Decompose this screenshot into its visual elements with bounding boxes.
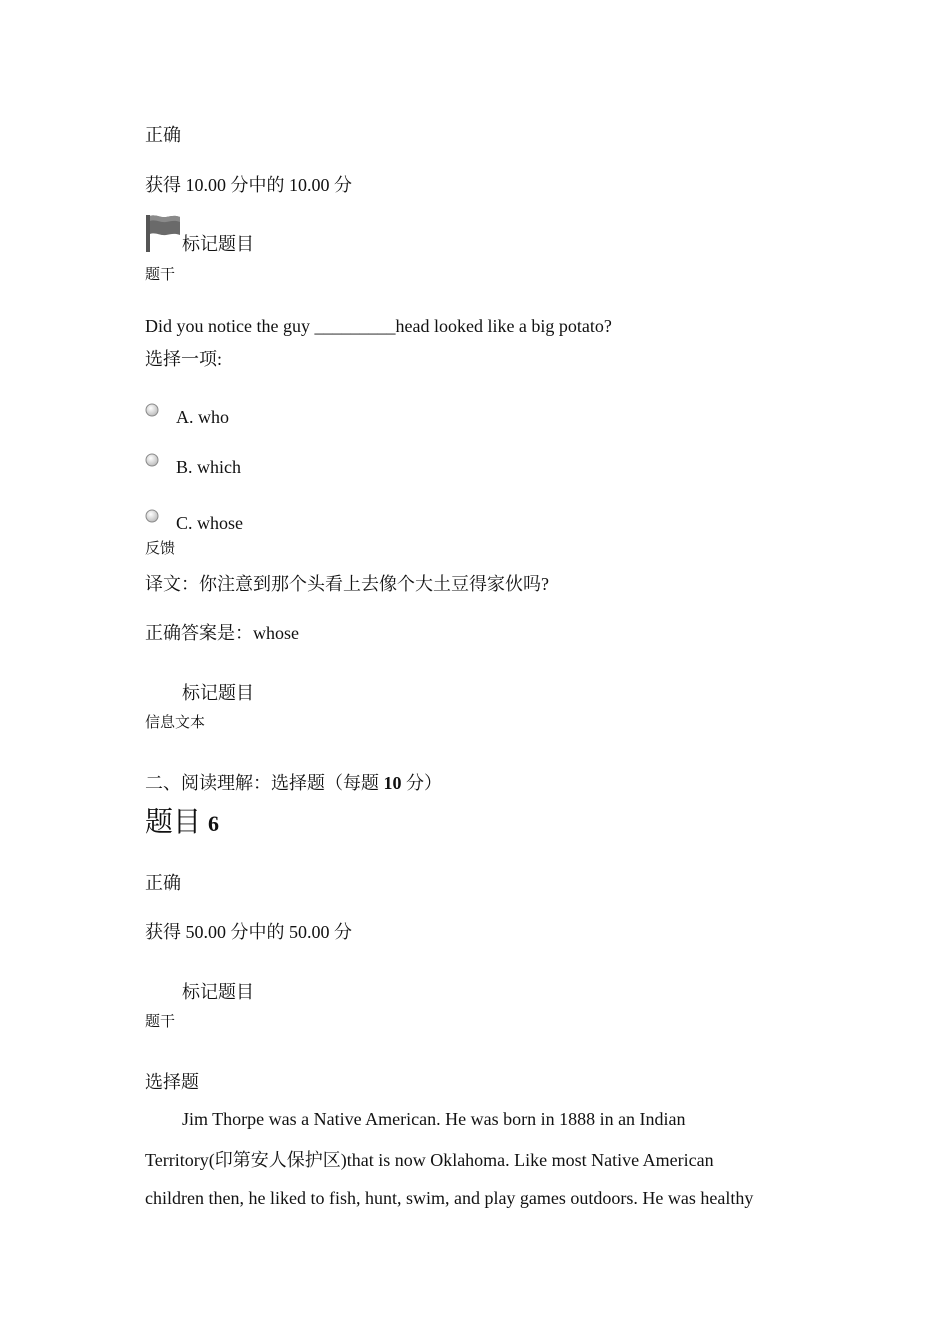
radio-button-c[interactable]: [145, 509, 159, 523]
status-correct-q6: 正确: [145, 873, 181, 893]
passage-line-1: Jim Thorpe was a Native American. He was born in 1888 in an Indian: [182, 1109, 686, 1129]
section-heading: 二、阅读理解：选择题（每题 10 分）: [145, 773, 442, 793]
score-text-q6: 获得 50.00 分中的 50.00 分: [145, 922, 352, 942]
question-text: Did you notice the guy _________head looked like a big potato?: [145, 316, 612, 336]
option-a-label[interactable]: A. who: [176, 407, 229, 427]
question-title: 题目 6: [145, 807, 220, 838]
flag-icon[interactable]: [145, 214, 181, 252]
correct-answer-text: 正确答案是：whose: [145, 623, 299, 643]
flag-question-link-info[interactable]: 标记题目: [182, 683, 254, 703]
feedback-label: 反馈: [145, 541, 176, 557]
stem-label: 题干: [145, 267, 176, 283]
radio-button-b[interactable]: [145, 453, 159, 467]
translation-text: 译文：你注意到那个头看上去像个大土豆得家伙吗?: [145, 574, 549, 594]
passage-line-3: children then, he liked to fish, hunt, swim, and play games outdoors. He was healthy: [145, 1188, 754, 1208]
stem-label-q6: 题干: [145, 1014, 176, 1030]
status-correct: 正确: [145, 125, 181, 145]
question-type-label: 选择题: [145, 1072, 199, 1092]
score-text: 获得 10.00 分中的 10.00 分: [145, 175, 352, 195]
info-text-label: 信息文本: [145, 715, 206, 731]
flag-question-link-q6[interactable]: 标记题目: [182, 982, 254, 1002]
flag-question-link[interactable]: 标记题目: [182, 234, 254, 254]
radio-button-a[interactable]: [145, 403, 159, 417]
option-c-label[interactable]: C. whose: [176, 513, 243, 533]
option-b-label[interactable]: B. which: [176, 457, 241, 477]
choose-prompt: 选择一项:: [145, 349, 223, 369]
passage-line-2: Territory(印第安人保护区)that is now Oklahoma. Like most Native American: [145, 1150, 714, 1170]
